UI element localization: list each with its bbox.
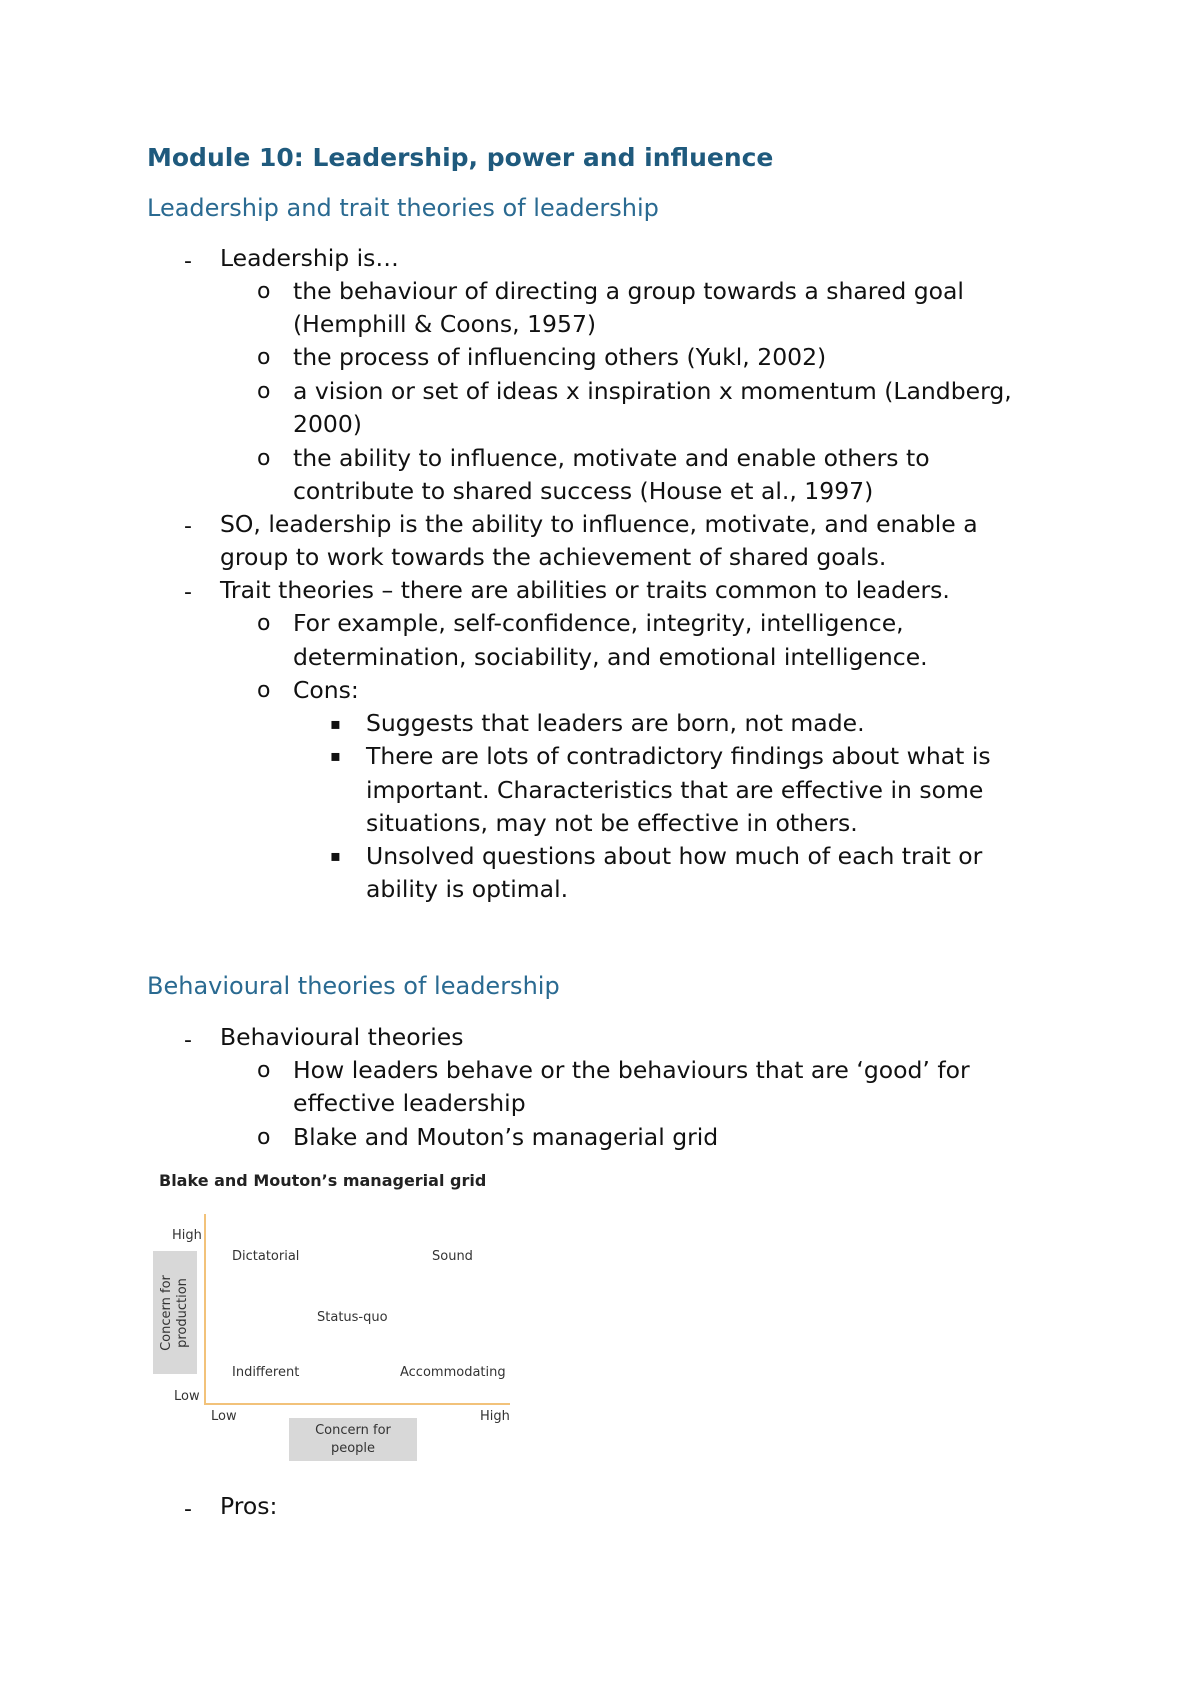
text-line: How leaders behave or the behaviours that are ‘good’ for [293,1056,970,1084]
text-line: 2000) [293,410,362,438]
bullet-circle: o [257,446,271,471]
text-line: the process of influencing others (Yukl, 2002) [293,343,827,371]
bullet-square: ▪ [330,846,341,865]
text-line: Cons: [293,676,359,704]
bullet-circle: o [257,1125,271,1150]
text-line: ability is optimal. [366,875,569,903]
text-line: Leadership is… [220,244,399,272]
figure-title: Blake and Mouton’s managerial grid [159,1171,487,1190]
x-axis-title-box [289,1418,417,1461]
text-line: Suggests that leaders are born, not made. [366,709,865,737]
section-heading-trait: Leadership and trait theories of leadership [147,194,659,222]
text-line: group to work towards the achievement of shared goals. [220,543,887,571]
bullet-dash: - [184,249,192,274]
text-line: situations, may not be effective in others. [366,809,858,837]
managerial-grid-figure [147,1166,527,1466]
text-line: For example, self-confidence, integrity, intelligence, [293,609,904,637]
x-axis-title-line2: people [330,1440,376,1456]
bullet-dash: - [184,580,192,605]
y-axis-title-line2: production [175,1277,190,1348]
text-line: Blake and Mouton’s managerial grid [293,1123,719,1151]
text-line: Trait theories – there are abilities or traits common to leaders. [220,576,950,604]
y-low-label: Low [174,1389,200,1404]
y-high-label: High [172,1228,202,1243]
text-line: Unsolved questions about how much of each trait or [366,842,983,870]
y-axis-title-line1: Concern for [159,1274,174,1351]
text-line: There are lots of contradictory findings about what is [366,742,991,770]
text-line: effective leadership [293,1089,526,1117]
x-low-label: Low [211,1409,237,1424]
text-line: Pros: [220,1492,278,1520]
text-line: contribute to shared success (House et al., 1997) [293,477,874,505]
text-line: Behavioural theories [220,1023,464,1051]
bullet-circle: o [257,611,271,636]
y-axis-title-box [153,1251,197,1374]
bullet-dash: - [184,1497,192,1522]
text-line: determination, sociability, and emotional intelligence. [293,643,928,671]
bullet-dash: - [184,1028,192,1053]
text-line: important. Characteristics that are effective in some [366,776,984,804]
text-line: (Hemphill & Coons, 1957) [293,310,597,338]
style-sound: Sound [432,1249,473,1264]
style-indifferent: Indifferent [232,1365,300,1380]
bullet-circle: o [257,279,271,304]
style-dictatorial: Dictatorial [232,1249,300,1264]
bullet-circle: o [257,379,271,404]
text-line: SO, leadership is the ability to influence, motivate, and enable a [220,510,978,538]
bullet-square: ▪ [330,746,341,765]
text-line: a vision or set of ideas x inspiration x momentum (Landberg, [293,377,1012,405]
style-accommodating: Accommodating [400,1365,506,1380]
x-axis-line [204,1403,510,1405]
section-heading-behavioural: Behavioural theories of leadership [147,972,560,1000]
x-high-label: High [480,1409,510,1424]
x-axis-title-line1: Concern for [315,1422,391,1438]
bullet-circle: o [257,1058,271,1083]
y-axis-title [159,1275,191,1351]
bullet-square: ▪ [330,714,341,733]
page-title: Module 10: Leadership, power and influence [147,143,774,172]
text-line: the ability to influence, motivate and enable others to [293,444,930,472]
text-line: the behaviour of directing a group towards a shared goal [293,277,964,305]
style-status-quo: Status-quo [317,1310,388,1325]
bullet-circle: o [257,345,271,370]
bullet-circle: o [257,678,271,703]
bullet-dash: - [184,514,192,539]
y-axis-line [204,1214,206,1404]
